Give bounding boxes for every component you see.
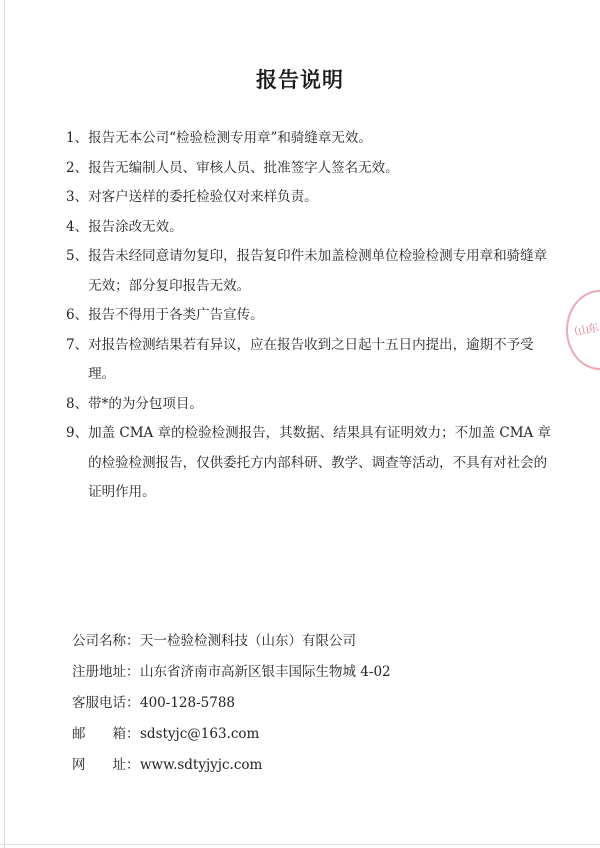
note-item	[66, 419, 556, 508]
phone-value: 400-128-5788	[140, 695, 236, 711]
note-text: 报告未经同意请勿复印，报告复印件未加盖检测单位检验检测专用章和骑缝章无效；部分复印报告无效。	[88, 248, 548, 294]
note-number: 5、	[66, 248, 89, 264]
note-text: 报告无本公司“检验检测专用章”和骑缝章无效。	[88, 130, 372, 146]
note-item	[66, 154, 556, 184]
website-label: 网 址：	[72, 757, 140, 773]
company-name-row	[72, 626, 552, 657]
email-row	[72, 719, 552, 750]
note-number: 1、	[66, 130, 89, 146]
note-number: 4、	[66, 218, 89, 235]
note-item	[66, 183, 556, 213]
note-item	[66, 301, 556, 331]
note-text: 带*的为分包项目。	[88, 395, 203, 412]
note-text: 加盖 CMA 章的检验检测报告，其数据、结果具有证明效力；不加盖 CMA 章的检验检测报告，仅供委托方内部科研、教学、调查等活动，不具有对社会的证明作用。	[88, 425, 552, 500]
seal-stamp-text: （山东	[567, 321, 600, 340]
note-number: 9、	[66, 425, 89, 441]
note-item	[66, 124, 556, 154]
phone-row	[72, 688, 552, 719]
note-number: 6、	[66, 307, 89, 323]
website-value: www.sdtyjyjc.com	[140, 757, 263, 773]
note-number: 3、	[66, 189, 89, 205]
note-item	[66, 331, 556, 390]
note-item	[66, 390, 556, 420]
address-row	[72, 657, 552, 688]
address-label: 注册地址：	[72, 664, 140, 680]
note-number: 2、	[66, 159, 89, 176]
note-number: 7、	[66, 336, 89, 353]
note-number: 8、	[66, 395, 89, 412]
note-item	[66, 213, 556, 243]
note-text: 报告不得用于各类广告宣传。	[88, 307, 264, 323]
address-value: 山东省济南市高新区银丰国际生物城 4-02	[140, 664, 391, 680]
page-title: 报告说明	[256, 68, 344, 92]
company-info	[72, 626, 552, 781]
page-bottom-edge	[0, 844, 600, 845]
website-row	[72, 750, 552, 781]
note-text: 对报告检测结果若有异议，应在报告收到之日起十五日内提出，逾期不予受理。	[88, 336, 534, 382]
company-name-value: 天一检验检测科技（山东）有限公司	[140, 633, 356, 649]
note-text: 报告无编制人员、审核人员、批准签字人签名无效。	[88, 159, 399, 176]
note-item	[66, 242, 556, 301]
phone-label: 客服电话：	[72, 695, 140, 711]
company-name-label: 公司名称：	[72, 633, 140, 649]
email-label: 邮 箱：	[72, 726, 140, 742]
report-notes-list	[66, 124, 556, 508]
page-left-edge	[4, 0, 5, 848]
email-value: sdstyjc@163.com	[140, 726, 260, 742]
note-text: 报告涂改无效。	[88, 218, 183, 235]
note-text: 对客户送样的委托检验仅对来样负责。	[88, 189, 318, 205]
